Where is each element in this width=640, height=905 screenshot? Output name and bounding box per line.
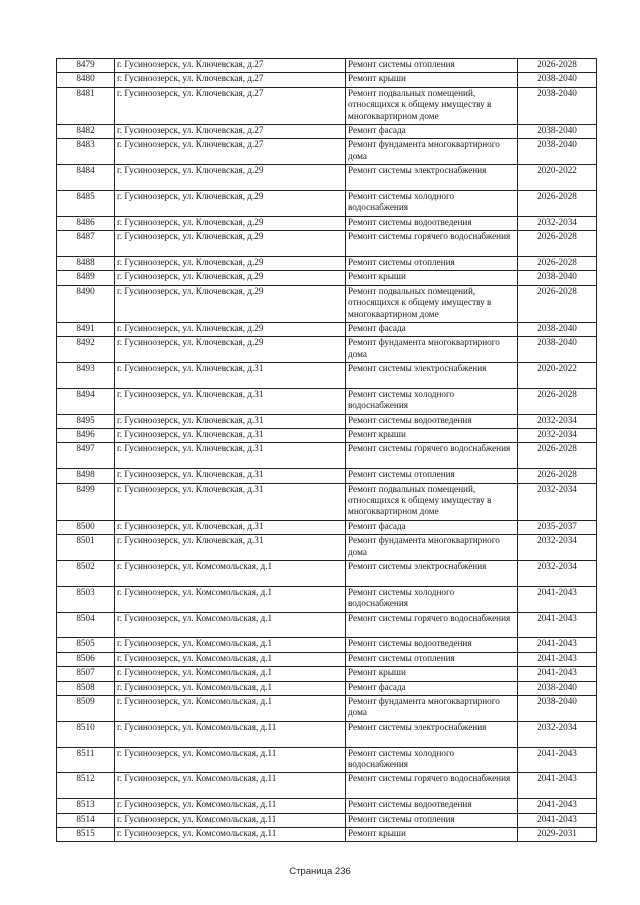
table-row [57,469,597,483]
address-cell: г. Гусиноозерск, ул. Комсомольская, д.1 [115,612,346,638]
table-body [57,59,597,842]
row-number: 8497 [57,443,115,469]
table-row [57,520,597,534]
work-type-cell: Ремонт системы отопления [346,652,518,666]
address-cell: г. Гусиноозерск, ул. Ключевская, д.29 [115,216,346,230]
period-cell: 2038-2040 [518,695,597,721]
work-type-cell: Ремонт системы водоотведения [346,216,518,230]
row-number: 8494 [57,388,115,414]
address-cell: г. Гусиноозерск, ул. Комсомольская, д.11 [115,747,346,773]
work-type-cell: Ремонт системы горячего водоснабжения [346,612,518,638]
period-cell: 2026-2028 [518,443,597,469]
work-type-cell: Ремонт системы водоотведения [346,638,518,652]
work-type-cell: Ремонт фасада [346,124,518,138]
row-number: 8500 [57,520,115,534]
table-row [57,165,597,191]
work-type-cell: Ремонт подвальных помещений, относящихся к общему имуществу в многоквартирном доме [346,87,518,124]
table-row [57,388,597,414]
period-cell: 2020-2022 [518,363,597,389]
work-type-cell: Ремонт системы холодного водоснабжения [346,586,518,612]
address-cell: г. Гусиноозерск, ул. Ключевская, д.31 [115,469,346,483]
address-cell: г. Гусиноозерск, ул. Ключевская, д.29 [115,322,346,336]
table-row [57,216,597,230]
row-number: 8479 [57,59,115,73]
address-cell: г. Гусиноозерск, ул. Комсомольская, д.11 [115,827,346,841]
address-cell: г. Гусиноозерск, ул. Ключевская, д.29 [115,231,346,257]
row-number: 8499 [57,483,115,520]
row-number: 8480 [57,73,115,87]
address-cell: г. Гусиноозерск, ул. Комсомольская, д.11 [115,773,346,799]
work-type-cell: Ремонт системы электроснабжения [346,561,518,587]
work-type-cell: Ремонт крыши [346,429,518,443]
address-cell: г. Гусиноозерск, ул. Комсомольская, д.11 [115,721,346,747]
period-cell: 2041-2043 [518,773,597,799]
period-cell: 2041-2043 [518,799,597,813]
table-row [57,561,597,587]
work-type-cell: Ремонт системы отопления [346,813,518,827]
table-row [57,638,597,652]
table-row [57,322,597,336]
table-row [57,667,597,681]
row-number: 8512 [57,773,115,799]
row-number: 8491 [57,322,115,336]
period-cell: 2026-2028 [518,256,597,270]
address-cell: г. Гусиноозерск, ул. Комсомольская, д.1 [115,695,346,721]
period-cell: 2041-2043 [518,612,597,638]
table-row [57,139,597,165]
row-number: 8506 [57,652,115,666]
address-cell: г. Гусиноозерск, ул. Ключевская, д.31 [115,429,346,443]
row-number: 8492 [57,337,115,363]
period-cell: 2032-2034 [518,721,597,747]
work-type-cell: Ремонт системы горячего водоснабжения [346,231,518,257]
work-type-cell: Ремонт фундамента многоквартирного дома [346,695,518,721]
period-cell: 2038-2040 [518,322,597,336]
work-type-cell: Ремонт крыши [346,667,518,681]
address-cell: г. Гусиноозерск, ул. Ключевская, д.29 [115,190,346,216]
table-row [57,231,597,257]
work-type-cell: Ремонт системы отопления [346,59,518,73]
page-number: Страница 236 [289,866,351,877]
address-cell: г. Гусиноозерск, ул. Комсомольская, д.11 [115,799,346,813]
period-cell: 2038-2040 [518,73,597,87]
work-type-cell: Ремонт системы горячего водоснабжения [346,773,518,799]
row-number: 8484 [57,165,115,191]
address-cell: г. Гусиноозерск, ул. Ключевская, д.31 [115,520,346,534]
table-row [57,813,597,827]
period-cell: 2029-2031 [518,827,597,841]
table-row [57,337,597,363]
work-type-cell: Ремонт системы холодного водоснабжения [346,190,518,216]
period-cell: 2038-2040 [518,337,597,363]
table-row [57,73,597,87]
period-cell: 2041-2043 [518,667,597,681]
period-cell: 2032-2034 [518,561,597,587]
row-number: 8483 [57,139,115,165]
work-type-cell: Ремонт фасада [346,322,518,336]
period-cell: 2038-2040 [518,139,597,165]
address-cell: г. Гусиноозерск, ул. Ключевская, д.29 [115,256,346,270]
work-type-cell: Ремонт подвальных помещений, относящихся к общему имуществу в многоквартирном доме [346,285,518,322]
address-cell: г. Гусиноозерск, ул. Ключевская, д.29 [115,165,346,191]
work-type-cell: Ремонт подвальных помещений, относящихся к общему имуществу в многоквартирном доме [346,483,518,520]
period-cell: 2026-2028 [518,388,597,414]
address-cell: г. Гусиноозерск, ул. Ключевская, д.31 [115,443,346,469]
work-type-cell: Ремонт крыши [346,271,518,285]
row-number: 8509 [57,695,115,721]
period-cell: 2038-2040 [518,124,597,138]
address-cell: г. Гусиноозерск, ул. Комсомольская, д.1 [115,667,346,681]
row-number: 8482 [57,124,115,138]
work-type-cell: Ремонт системы водоотведения [346,414,518,428]
table-row [57,271,597,285]
table-row [57,612,597,638]
table-row [57,363,597,389]
period-cell: 2026-2028 [518,59,597,73]
period-cell: 2038-2040 [518,681,597,695]
row-number: 8510 [57,721,115,747]
address-cell: г. Гусиноозерск, ул. Ключевская, д.29 [115,337,346,363]
address-cell: г. Гусиноозерск, ул. Комсомольская, д.1 [115,638,346,652]
work-type-cell: Ремонт системы горячего водоснабжения [346,443,518,469]
row-number: 8511 [57,747,115,773]
row-number: 8493 [57,363,115,389]
address-cell: г. Гусиноозерск, ул. Ключевская, д.29 [115,285,346,322]
work-type-cell: Ремонт системы электроснабжения [346,721,518,747]
table-row [57,59,597,73]
row-number: 8489 [57,271,115,285]
period-cell: 2041-2043 [518,638,597,652]
row-number: 8496 [57,429,115,443]
table-row [57,256,597,270]
row-number: 8503 [57,586,115,612]
work-type-cell: Ремонт системы холодного водоснабжения [346,388,518,414]
address-cell: г. Гусиноозерск, ул. Ключевская, д.31 [115,388,346,414]
work-type-cell: Ремонт системы электроснабжения [346,165,518,191]
address-cell: г. Гусиноозерск, ул. Комсомольская, д.1 [115,681,346,695]
period-cell: 2035-2037 [518,520,597,534]
table-row [57,721,597,747]
period-cell: 2032-2034 [518,429,597,443]
row-number: 8515 [57,827,115,841]
table-row [57,695,597,721]
table-row [57,483,597,520]
table-row [57,87,597,124]
work-type-cell: Ремонт фундамента многоквартирного дома [346,337,518,363]
address-cell: г. Гусиноозерск, ул. Комсомольская, д.11 [115,813,346,827]
table-row [57,652,597,666]
row-number: 8513 [57,799,115,813]
address-cell: г. Гусиноозерск, ул. Комсомольская, д.1 [115,561,346,587]
table-row [57,535,597,561]
address-cell: г. Гусиноозерск, ул. Ключевская, д.29 [115,271,346,285]
period-cell: 2041-2043 [518,652,597,666]
period-cell: 2026-2028 [518,190,597,216]
row-number: 8502 [57,561,115,587]
period-cell: 2032-2034 [518,414,597,428]
address-cell: г. Гусиноозерск, ул. Ключевская, д.31 [115,483,346,520]
work-type-cell: Ремонт системы электроснабжения [346,363,518,389]
table-row [57,799,597,813]
table-row [57,586,597,612]
period-cell: 2026-2028 [518,285,597,322]
row-number: 8490 [57,285,115,322]
table-row [57,429,597,443]
work-type-cell: Ремонт системы холодного водоснабжения [346,747,518,773]
row-number: 8488 [57,256,115,270]
row-number: 8501 [57,535,115,561]
table-row [57,773,597,799]
work-type-cell: Ремонт фасада [346,681,518,695]
period-cell: 2041-2043 [518,813,597,827]
period-cell: 2032-2034 [518,216,597,230]
table-row [57,747,597,773]
period-cell: 2026-2028 [518,231,597,257]
table-row [57,285,597,322]
row-number: 8507 [57,667,115,681]
row-number: 8481 [57,87,115,124]
table-row [57,414,597,428]
work-type-cell: Ремонт фасада [346,520,518,534]
address-cell: г. Гусиноозерск, ул. Ключевская, д.27 [115,139,346,165]
work-type-cell: Ремонт системы отопления [346,469,518,483]
row-number: 8508 [57,681,115,695]
address-cell: г. Гусиноозерск, ул. Ключевская, д.31 [115,414,346,428]
work-type-cell: Ремонт крыши [346,827,518,841]
row-number: 8504 [57,612,115,638]
address-cell: г. Гусиноозерск, ул. Комсомольская, д.1 [115,652,346,666]
period-cell: 2020-2022 [518,165,597,191]
period-cell: 2038-2040 [518,87,597,124]
row-number: 8486 [57,216,115,230]
address-cell: г. Гусиноозерск, ул. Ключевская, д.27 [115,124,346,138]
address-cell: г. Гусиноозерск, ул. Комсомольская, д.1 [115,586,346,612]
period-cell: 2038-2040 [518,271,597,285]
address-cell: г. Гусиноозерск, ул. Ключевская, д.31 [115,535,346,561]
work-type-cell: Ремонт фундамента многоквартирного дома [346,139,518,165]
table-row [57,443,597,469]
work-type-cell: Ремонт системы отопления [346,256,518,270]
period-cell: 2032-2034 [518,535,597,561]
work-type-cell: Ремонт крыши [346,73,518,87]
address-cell: г. Гусиноозерск, ул. Ключевская, д.31 [115,363,346,389]
period-cell: 2041-2043 [518,747,597,773]
row-number: 8505 [57,638,115,652]
row-number: 8498 [57,469,115,483]
work-type-cell: Ремонт системы водоотведения [346,799,518,813]
address-cell: г. Гусиноозерск, ул. Ключевская, д.27 [115,73,346,87]
period-cell: 2032-2034 [518,483,597,520]
work-type-cell: Ремонт фундамента многоквартирного дома [346,535,518,561]
row-number: 8514 [57,813,115,827]
period-cell: 2041-2043 [518,586,597,612]
row-number: 8495 [57,414,115,428]
address-cell: г. Гусиноозерск, ул. Ключевская, д.27 [115,87,346,124]
address-cell: г. Гусиноозерск, ул. Ключевская, д.27 [115,59,346,73]
repair-schedule-table [56,58,597,842]
table-row [57,827,597,841]
table-row [57,190,597,216]
row-number: 8487 [57,231,115,257]
period-cell: 2026-2028 [518,469,597,483]
table-row [57,124,597,138]
table-row [57,681,597,695]
row-number: 8485 [57,190,115,216]
